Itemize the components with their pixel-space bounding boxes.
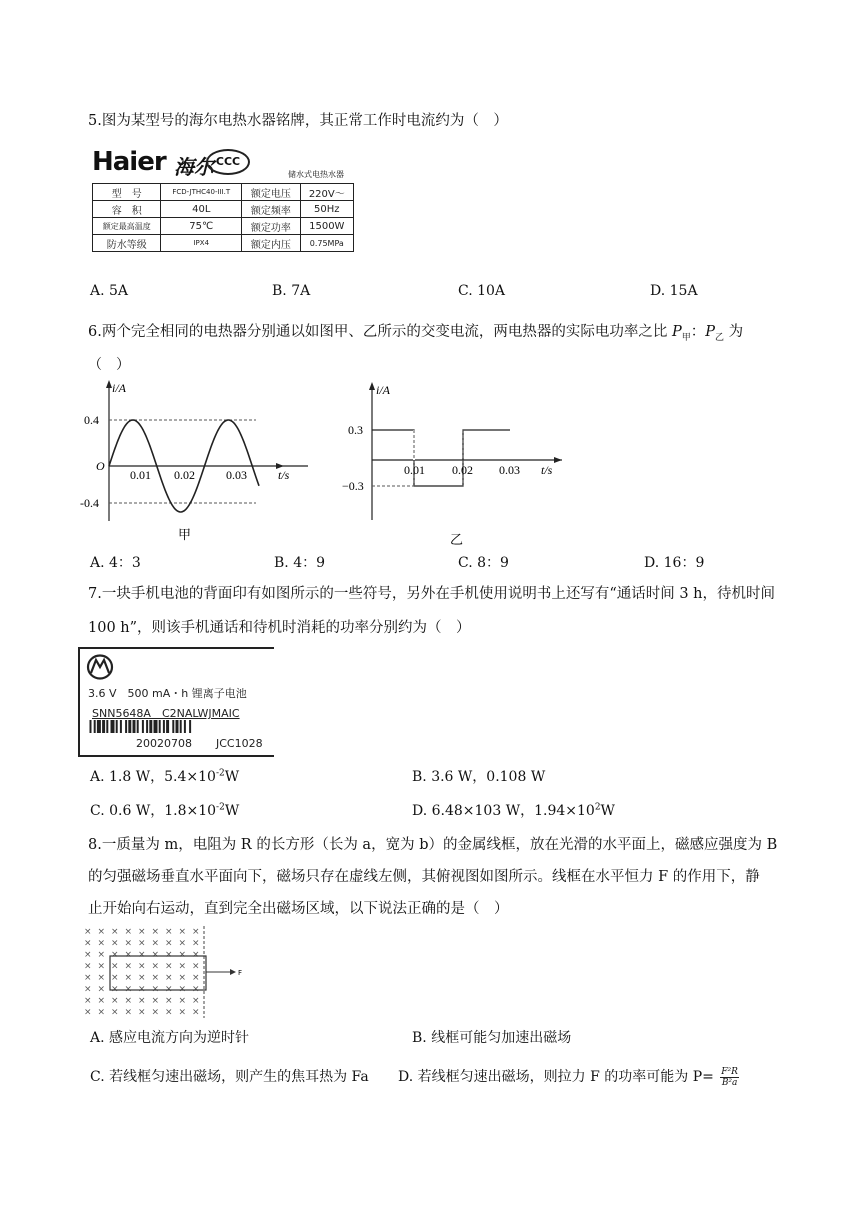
q6-stem-text: 6.两个完全相同的电热器分别通以如图甲、乙所示的交变电流，两电热器的实际电功率之比 bbox=[88, 324, 668, 340]
barcode-bar bbox=[133, 720, 135, 733]
tick-y-top: 0.4 bbox=[84, 413, 99, 427]
field-cross-icon: × bbox=[165, 996, 173, 1006]
battery-line2: SNN5648A C2NALWJMAIC bbox=[92, 707, 240, 720]
q7-stem-line2: 100 h”，则该手机通话和待机时消耗的功率分别约为（ ） bbox=[88, 620, 471, 636]
fraction-denominator: B²a bbox=[721, 1077, 738, 1088]
table-cell: IPX4 bbox=[161, 235, 242, 252]
field-cross-icon: × bbox=[178, 938, 187, 949]
force-label: F bbox=[238, 969, 243, 977]
table-cell: 220V～ bbox=[300, 184, 353, 201]
tick-y-bottom: −0.3 bbox=[342, 479, 364, 493]
field-cross-icon: × bbox=[165, 1007, 173, 1018]
graph-jia bbox=[78, 376, 308, 546]
field-cross-icon: × bbox=[111, 950, 119, 960]
caption-yi: 乙 bbox=[450, 533, 464, 548]
barcode-bar bbox=[150, 720, 152, 733]
field-cross-icon: × bbox=[124, 961, 133, 972]
power-fraction bbox=[720, 1067, 739, 1088]
x-axis-arrow-icon bbox=[554, 457, 562, 463]
field-cross-icon: × bbox=[151, 950, 160, 960]
field-cross-icon: × bbox=[84, 961, 92, 972]
field-cross-icon: × bbox=[165, 950, 173, 960]
q7-option-a[interactable] bbox=[90, 766, 239, 786]
ratio-sub-yi: 乙 bbox=[715, 332, 725, 343]
ratio-sub-jia: 甲 bbox=[681, 332, 691, 343]
table-cell: 额定最高温度 bbox=[93, 218, 161, 235]
battery-line1: 3.6 V 500 mA・h 锂离子电池 bbox=[88, 687, 247, 700]
motorola-logo-icon bbox=[86, 654, 114, 680]
ratio-p2: P bbox=[705, 324, 715, 340]
force-arrow-icon bbox=[230, 969, 236, 975]
barcode-bar bbox=[107, 720, 108, 733]
q6-option-d[interactable]: D. 16：9 bbox=[644, 555, 705, 571]
barcode-bar bbox=[90, 720, 91, 733]
q5-stem: 5.图为某型号的海尔电热水器铭牌，其正常工作时电流约为（ ） bbox=[88, 113, 508, 129]
field-cross-icon: × bbox=[124, 938, 133, 949]
q8-stem-line1: 8.一质量为 m，电阻为 R 的长方形（长为 a，宽为 b）的金属线框，放在光滑的水平面上，磁感应强度为 B bbox=[88, 837, 778, 853]
field-cross-icon: × bbox=[138, 927, 146, 937]
battery-code: JCC1028 bbox=[216, 737, 263, 750]
field-cross-icon: × bbox=[165, 984, 173, 995]
q7-option-b[interactable]: B. 3.6 W，0.108 W bbox=[412, 769, 546, 785]
field-cross-icon: × bbox=[151, 973, 160, 983]
barcode-bar bbox=[94, 720, 95, 733]
q8-d-text: D. 若线框匀速出磁场，则拉力 F 的功率可能为 P= bbox=[398, 1069, 714, 1085]
q6-option-c[interactable]: C. 8：9 bbox=[458, 555, 509, 571]
q7-option-c[interactable] bbox=[90, 800, 239, 820]
y-axis-arrow-icon bbox=[369, 382, 375, 390]
field-cross-icon: × bbox=[192, 961, 200, 972]
field-cross-icon: × bbox=[111, 1007, 119, 1018]
field-cross-icon: × bbox=[124, 973, 133, 983]
field-cross-icon: × bbox=[178, 950, 187, 960]
barcode-bar bbox=[120, 720, 121, 733]
table-cell: 防水等级 bbox=[93, 235, 161, 252]
water-heater-nameplate bbox=[88, 145, 356, 267]
table-cell: 额定电压 bbox=[242, 184, 300, 201]
field-cross-icon: × bbox=[97, 973, 106, 983]
barcode-icon bbox=[88, 720, 238, 733]
barcode-bar bbox=[167, 720, 169, 733]
field-cross-icon: × bbox=[84, 1007, 92, 1018]
field-cross-icon: × bbox=[192, 938, 200, 949]
tick-x-3: 0.03 bbox=[226, 468, 247, 482]
field-cross-icon: × bbox=[192, 984, 200, 995]
field-cross-icon: × bbox=[84, 927, 92, 937]
q7-a-exp: -2 bbox=[215, 768, 225, 779]
q5-option-c[interactable]: C. 10A bbox=[458, 283, 506, 299]
field-cross-icon: × bbox=[192, 927, 200, 937]
q8-stem-line3: 止开始向右运动，直到完全出磁场区域，以下说法正确的是（ ） bbox=[88, 901, 509, 917]
field-cross-icon: × bbox=[151, 984, 160, 995]
q7-a-text: A. 1.8 W，5.4×10 bbox=[90, 769, 216, 785]
table-cell: 容 积 bbox=[93, 201, 161, 218]
field-cross-icon: × bbox=[165, 927, 173, 937]
spec-table bbox=[92, 183, 354, 252]
barcode-bar bbox=[180, 720, 181, 733]
field-cross-icon: × bbox=[165, 973, 173, 983]
q6-stem-tail: 为 bbox=[728, 324, 744, 340]
field-cross-icon: × bbox=[138, 938, 146, 949]
q6-stem bbox=[88, 317, 828, 353]
barcode-bar bbox=[154, 720, 157, 733]
field-cross-icon: × bbox=[97, 927, 106, 937]
q7-c-text: C. 0.6 W，1.8×10 bbox=[90, 803, 217, 819]
field-cross-icon: × bbox=[192, 1007, 200, 1018]
field-cross-icon: × bbox=[138, 996, 146, 1006]
field-cross-icon: × bbox=[192, 973, 200, 983]
field-cross-icon: × bbox=[178, 996, 187, 1006]
barcode-bar bbox=[129, 720, 131, 733]
field-cross-icon: × bbox=[97, 938, 106, 949]
tick-x-2: 0.02 bbox=[452, 463, 473, 477]
field-cross-icon: × bbox=[138, 984, 146, 995]
tick-x-1: 0.01 bbox=[404, 463, 425, 477]
barcode-bar bbox=[137, 720, 138, 733]
barcode-bar bbox=[103, 720, 105, 733]
field-cross-icon: × bbox=[97, 961, 106, 972]
table-cell: 额定频率 bbox=[242, 201, 300, 218]
field-cross-icon: × bbox=[84, 996, 92, 1006]
field-cross-icon: × bbox=[178, 927, 187, 937]
barcode-bar bbox=[116, 720, 117, 733]
q6-option-a[interactable]: A. 4：3 bbox=[90, 555, 141, 571]
y-label: i/A bbox=[376, 383, 390, 397]
field-cross-icon: × bbox=[111, 973, 119, 983]
field-cross-icon: × bbox=[97, 1007, 106, 1018]
field-cross-icon: × bbox=[178, 984, 187, 995]
q5-option-b[interactable]: B. 7A bbox=[272, 283, 311, 299]
tick-y-bottom: -0.4 bbox=[80, 496, 99, 510]
field-cross-icon: × bbox=[111, 984, 119, 995]
table-row bbox=[93, 201, 354, 218]
table-row bbox=[93, 184, 354, 201]
barcode-bar bbox=[142, 720, 143, 733]
field-cross-icon: × bbox=[84, 938, 92, 949]
square-wave bbox=[372, 430, 510, 486]
field-cross-icon: × bbox=[111, 961, 119, 972]
field-cross-icon: × bbox=[124, 1007, 133, 1018]
plate-type: 储水式电热水器 bbox=[288, 170, 344, 179]
q5-option-d[interactable]: D. 15A bbox=[650, 283, 698, 299]
table-cell: 75℃ bbox=[161, 218, 242, 235]
q8-option-a[interactable]: A. 感应电流方向为逆时针 bbox=[90, 1030, 250, 1046]
field-cross-icon: × bbox=[124, 927, 133, 937]
q8-option-b[interactable]: B. 线框可能匀加速出磁场 bbox=[412, 1030, 572, 1046]
table-cell: 40L bbox=[161, 201, 242, 218]
haier-logo-cn: 海尔 bbox=[174, 155, 214, 179]
barcode-bar bbox=[184, 720, 185, 733]
table-cell: 额定功率 bbox=[242, 218, 300, 235]
field-cross-icon: × bbox=[84, 950, 92, 960]
field-cross-icon: × bbox=[111, 996, 119, 1006]
q7-stem-line1: 7.一块手机电池的背面印有如图所示的一些符号，另外在手机使用说明书上还写有“通话时间 3 h，待机时间 bbox=[88, 586, 776, 602]
q8-stem-line2: 的匀强磁场垂直水平面向下，磁场只存在虚线左侧，其俯视图如图所示。线框在水平恒力 F 的作用下，静 bbox=[88, 869, 760, 885]
field-cross-icon: × bbox=[111, 927, 119, 937]
field-cross-icon: × bbox=[151, 961, 160, 972]
field-cross-icon: × bbox=[97, 950, 106, 960]
fraction-numerator: F²R bbox=[721, 1066, 738, 1077]
field-cross-icon: × bbox=[84, 973, 92, 983]
q5-option-a[interactable]: A. 5A bbox=[90, 283, 129, 299]
q8-option-c[interactable]: C. 若线框匀速出磁场，则产生的焦耳热为 Fa bbox=[90, 1069, 369, 1085]
table-cell: 型 号 bbox=[93, 184, 161, 201]
field-cross-icon: × bbox=[124, 950, 133, 960]
field-cross-icon: × bbox=[192, 996, 200, 1006]
barcode-bar bbox=[163, 720, 164, 733]
field-cross-icon: × bbox=[178, 1007, 187, 1018]
tick-x-3: 0.03 bbox=[499, 463, 520, 477]
barcode-bar bbox=[176, 720, 178, 733]
barcode-bar bbox=[173, 720, 174, 733]
field-cross-icon: × bbox=[138, 950, 146, 960]
barcode-bar bbox=[97, 720, 100, 733]
barcode-bar bbox=[190, 720, 191, 733]
field-cross-icon: × bbox=[178, 973, 187, 983]
field-cross-icon: × bbox=[97, 996, 106, 1006]
table-cell: FCD-JTHC40-III.T bbox=[161, 184, 242, 201]
field-cross-icon: × bbox=[165, 961, 173, 972]
table-cell: 0.75MPa bbox=[300, 235, 353, 252]
field-cross-icon: × bbox=[165, 938, 173, 949]
q6-stem-paren: （ ） bbox=[88, 357, 130, 373]
origin-label: O bbox=[96, 459, 105, 473]
ccc-mark-icon: CCC bbox=[206, 149, 250, 175]
table-cell: 50Hz bbox=[300, 201, 353, 218]
ratio-p1: P bbox=[671, 324, 682, 340]
field-cross-icon: × bbox=[138, 961, 146, 972]
field-cross-icon: × bbox=[178, 961, 187, 972]
q7-d-text: D. 6.48×103 W，1.94×10 bbox=[412, 803, 595, 819]
q7-option-d[interactable] bbox=[412, 800, 615, 820]
field-cross-icon: × bbox=[151, 996, 160, 1006]
tick-x-2: 0.02 bbox=[174, 468, 195, 482]
field-cross-icon: × bbox=[151, 927, 160, 937]
field-cross-icon: × bbox=[84, 984, 92, 995]
field-cross-icon: × bbox=[97, 984, 106, 995]
tick-x-1: 0.01 bbox=[130, 468, 151, 482]
q7-d-unit: W bbox=[600, 803, 615, 819]
q6-option-b[interactable]: B. 4：9 bbox=[274, 555, 326, 571]
field-cross-icon: × bbox=[111, 938, 119, 949]
barcode-bar bbox=[111, 720, 114, 733]
magnetic-field-diagram bbox=[80, 924, 250, 1020]
field-cross-icon: × bbox=[124, 996, 133, 1006]
barcode-bar bbox=[159, 720, 160, 733]
table-row bbox=[93, 235, 354, 252]
field-cross-icon: × bbox=[138, 973, 146, 983]
tick-y-top: 0.3 bbox=[348, 423, 363, 437]
field-cross-icon: × bbox=[192, 950, 200, 960]
table-cell: 1500W bbox=[300, 218, 353, 235]
caption-jia: 甲 bbox=[178, 528, 192, 543]
x-label: t/s bbox=[541, 463, 553, 477]
table-row bbox=[93, 218, 354, 235]
q7-c-exp: -2 bbox=[216, 802, 225, 813]
battery-date: 20020708 bbox=[136, 737, 192, 750]
x-label: t/s bbox=[278, 468, 290, 482]
field-cross-icon: × bbox=[124, 984, 133, 995]
table-cell: 额定内压 bbox=[242, 235, 300, 252]
field-cross-icon: × bbox=[151, 938, 160, 949]
q8-option-d[interactable] bbox=[398, 1066, 739, 1088]
graph-yi bbox=[336, 380, 566, 570]
ratio-colon: ： bbox=[690, 324, 706, 340]
y-label: i/A bbox=[112, 381, 126, 395]
field-cross-icon: × bbox=[138, 1007, 146, 1018]
barcode-bar bbox=[126, 720, 127, 733]
barcode-bar bbox=[147, 720, 148, 733]
battery-label bbox=[78, 647, 274, 757]
field-cross-icon: × bbox=[151, 1007, 160, 1018]
q7-a-unit: W bbox=[224, 769, 240, 785]
q7-d-exp: 2 bbox=[594, 802, 601, 813]
q7-c-unit: W bbox=[224, 803, 240, 819]
haier-logo: Haier bbox=[92, 147, 166, 177]
